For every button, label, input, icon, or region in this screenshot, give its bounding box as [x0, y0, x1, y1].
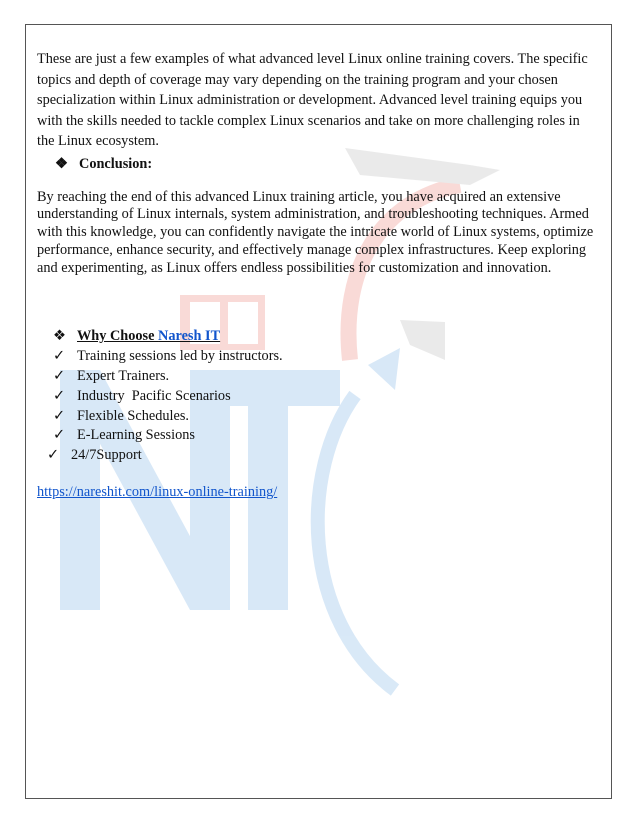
why-choose-heading	[53, 327, 597, 347]
conclusion-heading-text: Conclusion:	[79, 155, 153, 172]
why-choose-section	[47, 327, 597, 466]
checkmark-icon: ✓	[53, 368, 65, 385]
list-item	[53, 367, 597, 387]
conclusion-paragraph: By reaching the end of this advanced Linux training article, you have acquired an extensive understanding of Linux internals, system administration, and troubleshooting techniques. Armed with this knowledge, you can confidently navigate the intricate world of Linux systems, optimize performance, enhance security, and effectively manage complex infrastructures. Keep exploring and experimenting, as Linux offers endless possibilities for customization and innovation.	[37, 188, 594, 276]
naresh-it-link[interactable]: Naresh IT	[158, 328, 221, 345]
list-item	[53, 347, 597, 367]
list-item-text: Industry Pacific Scenarios	[77, 387, 231, 404]
checkmark-icon: ✓	[53, 348, 65, 365]
diamond-bullet-icon: ❖	[55, 155, 68, 172]
list-item-text: Expert Trainers.	[77, 368, 170, 385]
list-item	[53, 387, 597, 407]
checkmark-icon: ✓	[53, 407, 65, 424]
list-item-text: E-Learning Sessions	[77, 427, 195, 444]
why-choose-title-text: Why Choose	[77, 328, 159, 345]
list-item-text: Flexible Schedules.	[77, 407, 189, 424]
course-url-link[interactable]: https://nareshit.com/linux-online-training/	[37, 484, 278, 501]
list-item	[53, 426, 597, 446]
conclusion-heading	[55, 154, 597, 174]
document-body	[37, 49, 597, 501]
checkmark-icon: ✓	[53, 427, 65, 444]
list-item-text: Training sessions led by instructors.	[77, 348, 283, 365]
checkmark-icon: ✓	[47, 447, 59, 464]
intro-paragraph: These are just a few examples of what advanced level Linux online training covers. The specific topics and depth of coverage may vary depending on the training program and your chosen specialization within Linux administration or development. Advanced level training equips you with the skills needed to tackle complex Linux scenarios and take on more challenging roles in the Linux ecosystem.	[37, 51, 588, 149]
list-item-text: 24/7Support	[71, 447, 142, 464]
checkmark-icon: ✓	[53, 387, 65, 404]
diamond-bullet-icon: ❖	[53, 328, 66, 345]
list-item	[53, 407, 597, 427]
list-item	[47, 446, 597, 466]
